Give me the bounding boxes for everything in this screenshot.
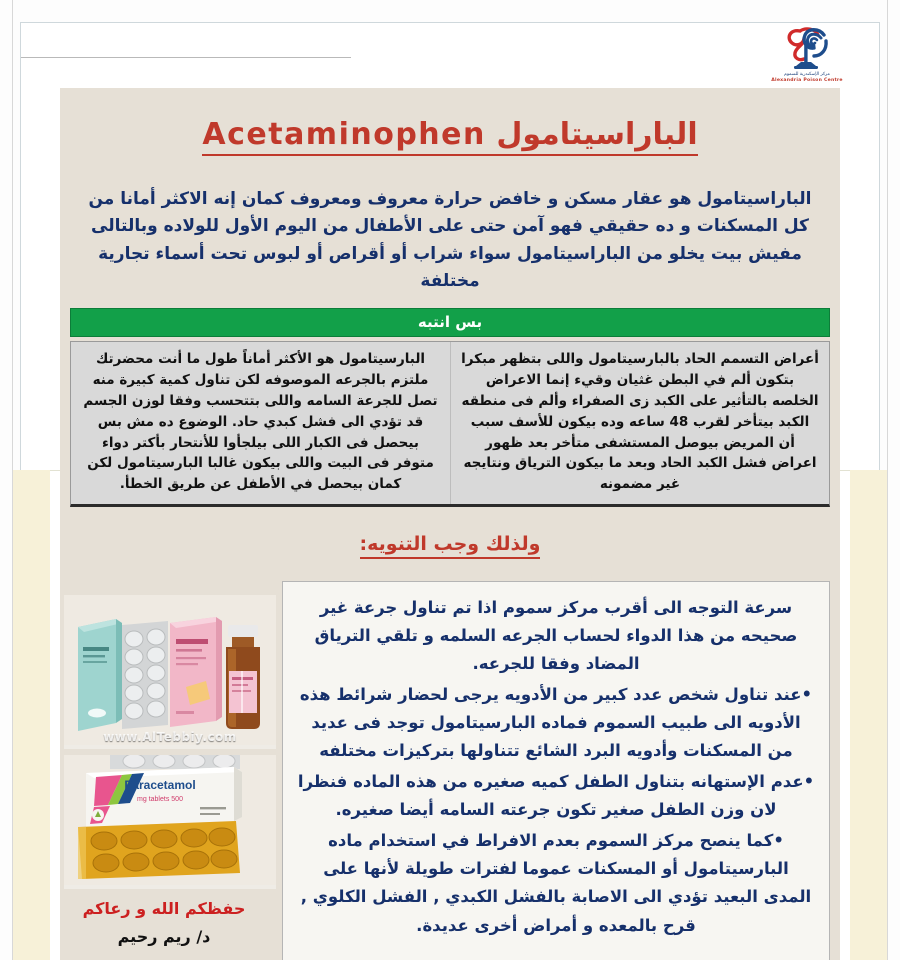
advice-paragraph-1: سرعة التوجه الى أقرب مركز سموم اذا تم تناول جرعة غير صحيحه من هذا الدواء لحساب الجرعه السلمه و تلقي الترياق المضاد وفقا للجرعه. [314,597,798,674]
advice-paragraph-4: •كما ينصح مركز السموم بعدم الافراط في استخدام ماده البارسيتامول أو المسكنات عموما لفترات طويلة لأنها على المدى البعيد تؤدي الى الاصابة بالفشل الكبدي , الفشل الكلوي , قرح بالمعده و أمراض أخرى عديدة. [300,830,812,935]
page-title-english: Acetaminophen [202,117,486,153]
photo-watermark: www.AlTebbiy.com [103,729,237,744]
page-side-band-right [850,470,887,960]
lower-section [60,581,840,960]
paracetamol-products-photo [64,595,276,749]
page-title-arabic: الباراسيتامول [496,117,698,153]
paracetamol-products-illustration [64,595,276,745]
notice-heading: ولذلك وجب التنويه: [360,533,541,559]
signoff-block [48,895,276,950]
warning-column-left: أعراض التسمم الحاد بالبارسيتامول واللى بتظهر مبكرا بتكون ألم في البطن غثيان وقيء إنما الاعراض الخلصه بالتأثير على الكبد زى الصفراء وألم فى منطقه الكبد بيتأخر لقرب 48 ساعه وده بيكون للأسف سبب أن المريض بيوصل المستشفى متأخر بعد ظهور اعراض فشل الكبد الحاد وبعد ما بيكون الترياق ونتايجه غير مضمونه [450,342,829,504]
poison-centre-snake-icon [780,25,834,71]
advice-paragraph-2: •عند تناول شخص عدد كبير من الأدويه يرجى لحضار شرائط هذه الأدويه الى طبيب السموم فماده البارسيتامول توجد فى عديد من المسكنات وأدويه البرد الشائع تتناولها بتركيزات مختلفه [299,684,813,761]
warning-column-right: البارسيتامول هو الأكثر أماناً طول ما أنت محضرتك ملتزم بالجرعه الموصوفه لكن تناول كمية كبيرة منه تصل للجرعة السامه واللى بتتحسب وفقا لوزن الجسم قد تؤدي الى فشل كبدي حاد. الوضوع ده مش بس بيحصل فى الكبار اللى بيلجأوا للأنتحار بأكتر دواء متوفر فى البيت واللى بيكون غالبا البارسيتامول لكن كمان بيحصل في الأطفل عن طريق الخطأ. [83,350,438,493]
logo-caption-arabic: مركز الإسكندرية للسموم [784,72,830,77]
advice-box [282,581,830,960]
paracetamol-500mg-illustration [64,755,276,885]
title-container [60,88,840,178]
doctor-name: د/ ريم رحيم [117,926,211,946]
warning-box [70,341,830,507]
header-divider-rule [21,57,351,58]
article-panel [60,88,840,960]
alexandria-poison-centre-logo [763,25,851,87]
media-column [38,581,282,950]
logo-caption-english: Alexandria Poison Centre [771,77,843,83]
svg-text:500 mg tablets: 500 mg tablets [137,795,183,803]
page-frame-right-rule [887,0,888,960]
blessing-text: حفظكم الله و رعاكم [82,898,246,918]
intro-paragraph: الباراسيتامول هو عقار مسكن و خافض حرارة معروف ومعروف كمان إنه الاكثر أمانا من كل المسكنات و ده حقيقي فهو آمن حتى على الأطفال من اليوم الأول للولاده وبالتالى مفيش بيت يخلو من الباراسيتامول سواء شراب أو أقراص أو لبوس تحت أسماء تجارية مختلفة [88,188,812,292]
svg-text:Paracetamol: Paracetamol [124,777,196,792]
advice-paragraph-3: •عدم الإستهانه بتناول الطفل كميه صغيره من هذه الماده فنظرا لان وزن الطفل صغير تكون جرعته السامه أيضا صغيره. [297,771,815,820]
paracetamol-500mg-photo [64,755,276,889]
page-title [202,118,697,156]
attention-bar: بس انتبه [70,308,830,337]
masthead [21,23,879,89]
notice-heading-container [60,507,840,580]
